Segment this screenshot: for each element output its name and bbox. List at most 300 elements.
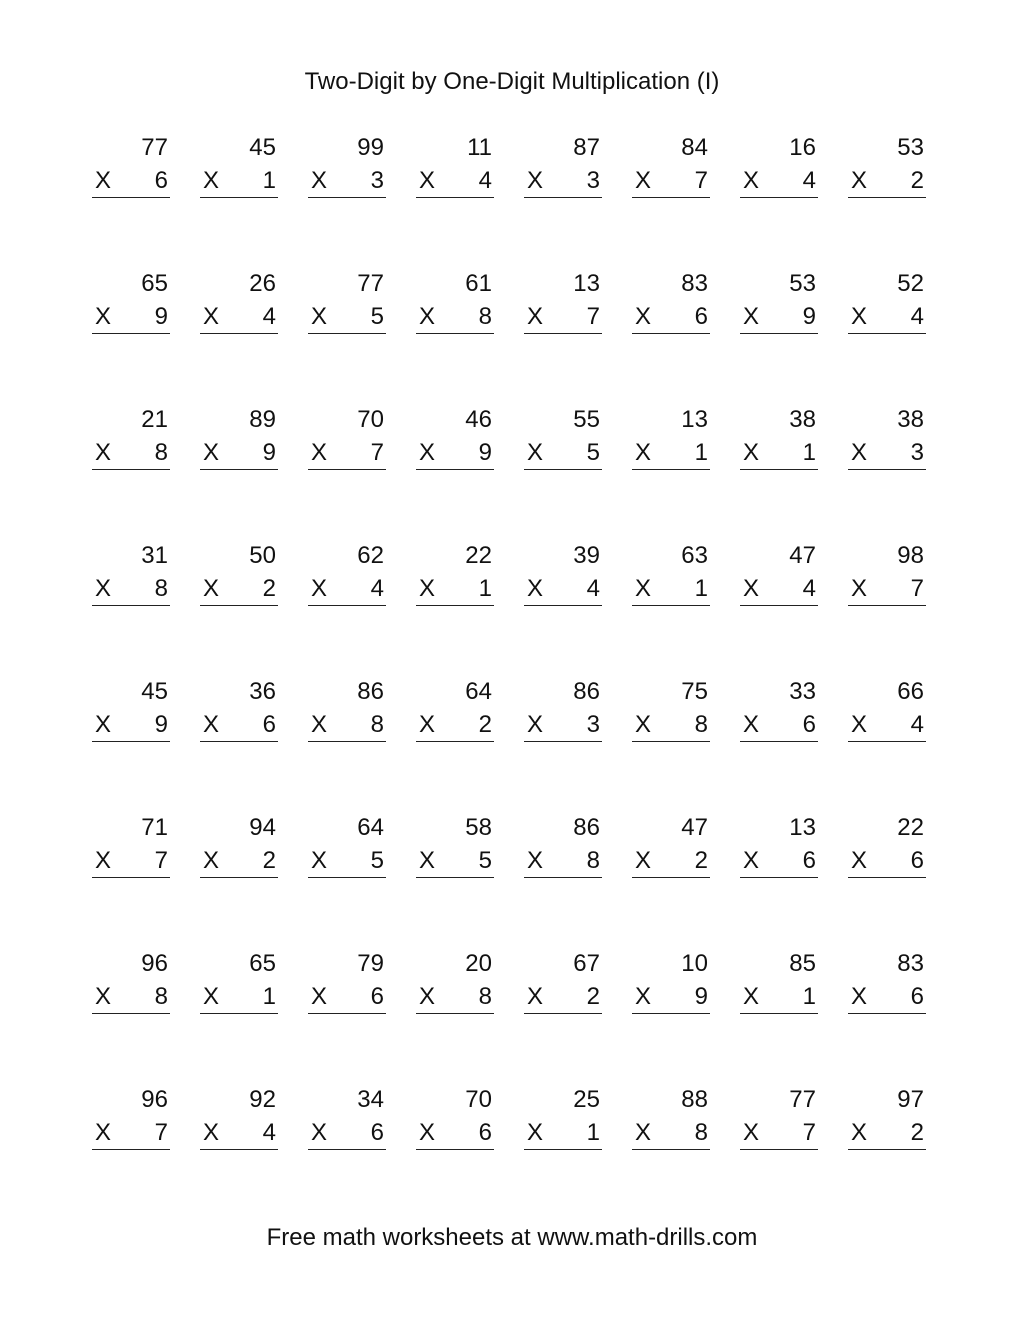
multiply-sign: X <box>419 167 436 194</box>
multiplier: 6 <box>370 983 384 1010</box>
multiplicand: 20 <box>465 950 492 977</box>
multiply-sign: X <box>527 303 544 330</box>
multiply-sign: X <box>527 847 544 874</box>
multiply-sign: X <box>743 575 760 602</box>
multiplicand: 77 <box>789 1086 816 1113</box>
operator-line <box>740 575 818 606</box>
multiply-sign: X <box>95 575 112 602</box>
multiply-sign: X <box>203 1119 220 1146</box>
multiplier: 2 <box>262 847 276 874</box>
multiplicand: 71 <box>141 814 168 841</box>
operator-line <box>632 303 710 334</box>
multiply-sign: X <box>419 439 436 466</box>
multiplicand: 13 <box>789 814 816 841</box>
multiply-sign: X <box>527 983 544 1010</box>
multiply-sign: X <box>851 711 868 738</box>
multiplicand: 55 <box>573 406 600 433</box>
operator-line <box>848 1119 926 1150</box>
multiply-sign: X <box>743 1119 760 1146</box>
multiplier: 9 <box>694 983 708 1010</box>
multiply-sign: X <box>635 439 652 466</box>
multiplier: 6 <box>910 847 924 874</box>
operator-line <box>524 847 602 878</box>
multiplicand: 66 <box>897 678 924 705</box>
multiply-sign: X <box>95 847 112 874</box>
operator-line <box>848 575 926 606</box>
multiplier: 4 <box>910 711 924 738</box>
operator-line <box>200 711 278 742</box>
multiplier: 2 <box>910 1119 924 1146</box>
operator-line <box>200 303 278 334</box>
multiplier: 3 <box>910 439 924 466</box>
operator-line <box>200 983 278 1014</box>
multiplier: 6 <box>694 303 708 330</box>
multiplication-problem <box>308 266 386 336</box>
multiplier: 6 <box>802 847 816 874</box>
multiply-sign: X <box>635 983 652 1010</box>
multiplier: 4 <box>910 303 924 330</box>
multiplication-problem <box>200 946 278 1016</box>
multiplicand: 77 <box>357 270 384 297</box>
multiplication-problem <box>848 1082 926 1152</box>
problem-row <box>92 674 932 810</box>
multiply-sign: X <box>635 575 652 602</box>
multiplier: 9 <box>154 303 168 330</box>
operator-line <box>524 575 602 606</box>
multiplication-problem <box>92 946 170 1016</box>
operator-line <box>848 711 926 742</box>
multiply-sign: X <box>311 711 328 738</box>
worksheet-title: Two-Digit by One-Digit Multiplication (I) <box>304 68 720 95</box>
multiplicand: 46 <box>465 406 492 433</box>
multiplication-problem <box>848 402 926 472</box>
multiplication-problem <box>308 538 386 608</box>
multiplication-problem <box>416 130 494 200</box>
operator-line <box>416 711 494 742</box>
multiply-sign: X <box>419 303 436 330</box>
multiplier: 7 <box>694 167 708 194</box>
multiply-sign: X <box>311 847 328 874</box>
multiply-sign: X <box>311 303 328 330</box>
operator-line <box>632 439 710 470</box>
multiplication-problem <box>200 130 278 200</box>
operator-line <box>416 575 494 606</box>
multiplier: 7 <box>154 1119 168 1146</box>
multiplication-problem <box>632 810 710 880</box>
multiplicand: 31 <box>141 542 168 569</box>
multiply-sign: X <box>743 439 760 466</box>
multiplication-problem <box>524 674 602 744</box>
operator-line <box>308 983 386 1014</box>
operator-line <box>848 983 926 1014</box>
multiplication-problem <box>848 946 926 1016</box>
operator-line <box>92 711 170 742</box>
multiply-sign: X <box>419 847 436 874</box>
multiply-sign: X <box>527 167 544 194</box>
multiplicand: 97 <box>897 1086 924 1113</box>
multiply-sign: X <box>311 575 328 602</box>
multiplication-problem <box>848 130 926 200</box>
multiply-sign: X <box>851 303 868 330</box>
multiply-sign: X <box>311 983 328 1010</box>
multiplier: 8 <box>694 1119 708 1146</box>
multiplicand: 67 <box>573 950 600 977</box>
operator-line <box>740 439 818 470</box>
multiplication-problem <box>200 538 278 608</box>
operator-line <box>92 167 170 198</box>
multiplication-problem <box>308 1082 386 1152</box>
operator-line <box>200 847 278 878</box>
multiplicand: 50 <box>249 542 276 569</box>
multiplicand: 10 <box>681 950 708 977</box>
operator-line <box>92 303 170 334</box>
multiplier: 6 <box>262 711 276 738</box>
multiply-sign: X <box>527 575 544 602</box>
multiplier: 1 <box>694 575 708 602</box>
multiplicand: 92 <box>249 1086 276 1113</box>
multiplication-problem <box>848 538 926 608</box>
multiplier: 1 <box>478 575 492 602</box>
multiplicand: 70 <box>357 406 384 433</box>
multiplication-problem <box>416 266 494 336</box>
multiplication-problem <box>416 810 494 880</box>
operator-line <box>632 575 710 606</box>
operator-line <box>416 847 494 878</box>
multiplication-problem <box>200 1082 278 1152</box>
multiplication-problem <box>632 538 710 608</box>
operator-line <box>92 847 170 878</box>
multiplication-problem <box>92 402 170 472</box>
multiplication-problem <box>308 402 386 472</box>
operator-line <box>740 1119 818 1150</box>
operator-line <box>848 167 926 198</box>
operator-line <box>416 1119 494 1150</box>
multiplier: 4 <box>802 167 816 194</box>
multiplication-problem <box>524 130 602 200</box>
multiply-sign: X <box>743 167 760 194</box>
operator-line <box>308 167 386 198</box>
problem-row <box>92 130 932 266</box>
multiplication-problem <box>416 946 494 1016</box>
multiply-sign: X <box>851 167 868 194</box>
multiplier: 8 <box>154 983 168 1010</box>
multiplication-problem <box>524 402 602 472</box>
multiplicand: 94 <box>249 814 276 841</box>
multiplier: 3 <box>586 167 600 194</box>
multiplicand: 75 <box>681 678 708 705</box>
multiply-sign: X <box>635 1119 652 1146</box>
multiplicand: 34 <box>357 1086 384 1113</box>
multiplication-problem <box>524 1082 602 1152</box>
operator-line <box>524 1119 602 1150</box>
multiplier: 8 <box>154 575 168 602</box>
multiplier: 5 <box>370 303 384 330</box>
multiplication-problem <box>92 266 170 336</box>
multiplier: 1 <box>802 439 816 466</box>
operator-line <box>416 439 494 470</box>
multiplication-problem <box>92 130 170 200</box>
multiplier: 6 <box>802 711 816 738</box>
multiply-sign: X <box>95 983 112 1010</box>
multiply-sign: X <box>743 303 760 330</box>
operator-line <box>308 575 386 606</box>
operator-line <box>740 711 818 742</box>
multiply-sign: X <box>203 983 220 1010</box>
operator-line <box>92 983 170 1014</box>
multiplication-problem <box>200 266 278 336</box>
multiplier: 1 <box>262 983 276 1010</box>
multiply-sign: X <box>95 167 112 194</box>
operator-line <box>632 167 710 198</box>
multiplier: 7 <box>802 1119 816 1146</box>
multiply-sign: X <box>203 167 220 194</box>
multiplication-problem <box>92 810 170 880</box>
multiply-sign: X <box>95 711 112 738</box>
multiplicand: 96 <box>141 1086 168 1113</box>
problem-row <box>92 810 932 946</box>
multiplicand: 39 <box>573 542 600 569</box>
multiplicand: 65 <box>249 950 276 977</box>
multiplicand: 52 <box>897 270 924 297</box>
multiplier: 6 <box>154 167 168 194</box>
multiplicand: 88 <box>681 1086 708 1113</box>
operator-line <box>200 439 278 470</box>
multiply-sign: X <box>419 1119 436 1146</box>
multiplicand: 86 <box>573 814 600 841</box>
multiply-sign: X <box>851 439 868 466</box>
multiply-sign: X <box>635 847 652 874</box>
operator-line <box>524 303 602 334</box>
multiplicand: 38 <box>789 406 816 433</box>
operator-line <box>416 983 494 1014</box>
multiplicand: 21 <box>141 406 168 433</box>
multiplier: 3 <box>370 167 384 194</box>
multiplicand: 45 <box>249 134 276 161</box>
operator-line <box>308 439 386 470</box>
multiplicand: 65 <box>141 270 168 297</box>
multiply-sign: X <box>635 711 652 738</box>
operator-line <box>92 1119 170 1150</box>
operator-line <box>632 711 710 742</box>
operator-line <box>200 1119 278 1150</box>
multiplier: 3 <box>586 711 600 738</box>
multiplier: 5 <box>586 439 600 466</box>
multiplicand: 47 <box>681 814 708 841</box>
multiplier: 1 <box>586 1119 600 1146</box>
footer-text: Free math worksheets at www.math-drills.com <box>266 1224 758 1251</box>
multiply-sign: X <box>95 303 112 330</box>
multiplication-problem <box>416 538 494 608</box>
multiplication-problem <box>92 538 170 608</box>
multiplier: 4 <box>262 1119 276 1146</box>
multiplication-problem <box>740 1082 818 1152</box>
multiply-sign: X <box>203 303 220 330</box>
multiplicand: 83 <box>681 270 708 297</box>
multiplication-problem <box>740 946 818 1016</box>
multiplier: 2 <box>478 711 492 738</box>
multiplication-problem <box>740 810 818 880</box>
operator-line <box>848 847 926 878</box>
multiply-sign: X <box>743 711 760 738</box>
multiplication-problem <box>848 674 926 744</box>
multiplier: 1 <box>802 983 816 1010</box>
multiplication-problem <box>308 810 386 880</box>
multiplicand: 53 <box>789 270 816 297</box>
multiplier: 7 <box>370 439 384 466</box>
multiplication-problem <box>524 810 602 880</box>
multiplication-problem <box>740 538 818 608</box>
operator-line <box>308 303 386 334</box>
multiplication-problem <box>524 946 602 1016</box>
operator-line <box>308 711 386 742</box>
multiplier: 4 <box>370 575 384 602</box>
multiplier: 8 <box>370 711 384 738</box>
problem-row <box>92 1082 932 1218</box>
multiplicand: 38 <box>897 406 924 433</box>
multiplicand: 47 <box>789 542 816 569</box>
operator-line <box>524 711 602 742</box>
multiplication-problem <box>524 538 602 608</box>
operator-line <box>416 303 494 334</box>
multiplier: 2 <box>262 575 276 602</box>
multiply-sign: X <box>743 983 760 1010</box>
multiplicand: 86 <box>357 678 384 705</box>
multiplier: 2 <box>694 847 708 874</box>
operator-line <box>524 983 602 1014</box>
multiplier: 9 <box>802 303 816 330</box>
multiplier: 8 <box>478 983 492 1010</box>
multiplication-problem <box>200 674 278 744</box>
multiply-sign: X <box>95 1119 112 1146</box>
multiplication-problem <box>632 402 710 472</box>
multiply-sign: X <box>851 1119 868 1146</box>
multiply-sign: X <box>419 575 436 602</box>
operator-line <box>92 575 170 606</box>
multiplier: 1 <box>262 167 276 194</box>
multiplicand: 13 <box>681 406 708 433</box>
multiplier: 8 <box>154 439 168 466</box>
operator-line <box>200 167 278 198</box>
multiplier: 6 <box>370 1119 384 1146</box>
multiplier: 9 <box>262 439 276 466</box>
multiplier: 7 <box>154 847 168 874</box>
multiplicand: 85 <box>789 950 816 977</box>
multiply-sign: X <box>851 575 868 602</box>
problem-row <box>92 402 932 538</box>
multiply-sign: X <box>419 983 436 1010</box>
problem-grid <box>92 130 932 1218</box>
multiplicand: 63 <box>681 542 708 569</box>
multiply-sign: X <box>203 711 220 738</box>
multiplicand: 64 <box>357 814 384 841</box>
multiplicand: 86 <box>573 678 600 705</box>
multiplication-problem <box>416 674 494 744</box>
multiplier: 4 <box>262 303 276 330</box>
multiplicand: 22 <box>897 814 924 841</box>
operator-line <box>632 983 710 1014</box>
multiplier: 4 <box>478 167 492 194</box>
operator-line <box>740 167 818 198</box>
multiplier: 4 <box>586 575 600 602</box>
multiplication-problem <box>848 810 926 880</box>
multiplication-problem <box>632 674 710 744</box>
multiply-sign: X <box>635 303 652 330</box>
multiplicand: 36 <box>249 678 276 705</box>
multiply-sign: X <box>203 575 220 602</box>
multiply-sign: X <box>743 847 760 874</box>
multiplier: 8 <box>478 303 492 330</box>
operator-line <box>416 167 494 198</box>
multiplier: 5 <box>478 847 492 874</box>
multiplier: 1 <box>694 439 708 466</box>
multiplicand: 22 <box>465 542 492 569</box>
multiplication-problem <box>200 810 278 880</box>
multiplication-problem <box>416 1082 494 1152</box>
multiplicand: 70 <box>465 1086 492 1113</box>
problem-row <box>92 266 932 402</box>
multiplicand: 53 <box>897 134 924 161</box>
multiplication-problem <box>740 402 818 472</box>
multiplier: 9 <box>154 711 168 738</box>
operator-line <box>740 847 818 878</box>
multiplier: 2 <box>910 167 924 194</box>
multiplicand: 99 <box>357 134 384 161</box>
multiplication-problem <box>524 266 602 336</box>
multiply-sign: X <box>203 439 220 466</box>
multiplication-problem <box>308 946 386 1016</box>
multiply-sign: X <box>851 847 868 874</box>
multiplier: 5 <box>370 847 384 874</box>
multiplicand: 96 <box>141 950 168 977</box>
multiplicand: 64 <box>465 678 492 705</box>
problem-row <box>92 946 932 1082</box>
multiplier: 6 <box>478 1119 492 1146</box>
multiplicand: 11 <box>467 134 492 161</box>
multiplication-problem <box>92 1082 170 1152</box>
multiplicand: 89 <box>249 406 276 433</box>
operator-line <box>308 847 386 878</box>
multiplication-problem <box>632 1082 710 1152</box>
operator-line <box>92 439 170 470</box>
multiplicand: 62 <box>357 542 384 569</box>
operator-line <box>740 303 818 334</box>
multiplication-problem <box>632 130 710 200</box>
multiplier: 7 <box>586 303 600 330</box>
multiplier: 8 <box>586 847 600 874</box>
multiplicand: 26 <box>249 270 276 297</box>
multiplication-problem <box>308 130 386 200</box>
multiplier: 8 <box>694 711 708 738</box>
multiplier: 7 <box>910 575 924 602</box>
multiplier: 9 <box>478 439 492 466</box>
operator-line <box>308 1119 386 1150</box>
multiplicand: 58 <box>465 814 492 841</box>
multiply-sign: X <box>311 439 328 466</box>
multiply-sign: X <box>635 167 652 194</box>
multiplicand: 16 <box>789 134 816 161</box>
operator-line <box>524 439 602 470</box>
operator-line <box>632 847 710 878</box>
multiply-sign: X <box>203 847 220 874</box>
multiplication-problem <box>200 402 278 472</box>
multiplicand: 79 <box>357 950 384 977</box>
multiply-sign: X <box>311 1119 328 1146</box>
problem-row <box>92 538 932 674</box>
multiply-sign: X <box>419 711 436 738</box>
multiplication-problem <box>740 130 818 200</box>
multiply-sign: X <box>95 439 112 466</box>
multiplicand: 45 <box>141 678 168 705</box>
